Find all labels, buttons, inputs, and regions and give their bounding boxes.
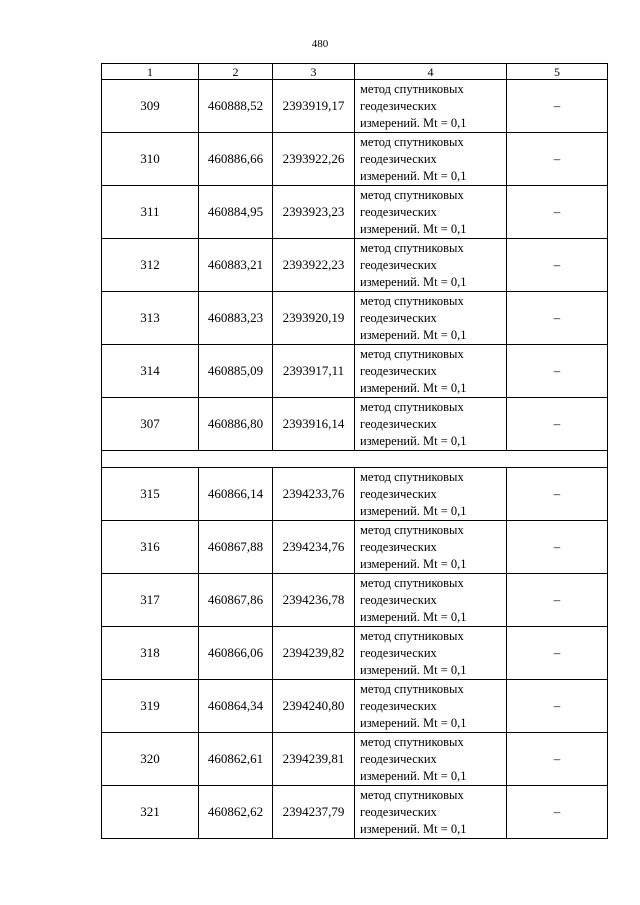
header-row <box>102 64 608 80</box>
x-coordinate-cell: 460883,21 <box>199 239 273 292</box>
y-coordinate-cell: 2394233,76 <box>273 468 355 521</box>
y-coordinate-cell: 2393922,26 <box>273 133 355 186</box>
x-coordinate-cell: 460884,95 <box>199 186 273 239</box>
note-cell: – <box>507 680 608 733</box>
x-coordinate-cell: 460886,66 <box>199 133 273 186</box>
x-coordinate-cell: 460886,80 <box>199 398 273 451</box>
x-coordinate-cell: 460862,62 <box>199 786 273 839</box>
header-cell-3: 3 <box>273 64 355 80</box>
table-row <box>102 292 608 345</box>
point-number-cell: 316 <box>102 521 199 574</box>
method-cell: метод спутниковых геодезических измерений. Mt = 0,1 <box>355 292 507 345</box>
x-coordinate-cell: 460867,88 <box>199 521 273 574</box>
y-coordinate-cell: 2393922,23 <box>273 239 355 292</box>
note-cell: – <box>507 345 608 398</box>
point-number-cell: 311 <box>102 186 199 239</box>
method-cell: метод спутниковых геодезических измерений. Mt = 0,1 <box>355 733 507 786</box>
table-row <box>102 521 608 574</box>
method-cell: метод спутниковых геодезических измерений. Mt = 0,1 <box>355 627 507 680</box>
point-number-cell: 307 <box>102 398 199 451</box>
note-cell: – <box>507 574 608 627</box>
note-cell: – <box>507 733 608 786</box>
table-row <box>102 574 608 627</box>
note-cell: – <box>507 239 608 292</box>
table-row <box>102 733 608 786</box>
y-coordinate-cell: 2394239,81 <box>273 733 355 786</box>
note-cell: – <box>507 186 608 239</box>
y-coordinate-cell: 2394239,82 <box>273 627 355 680</box>
note-cell: – <box>507 133 608 186</box>
header-cell-1: 1 <box>102 64 199 80</box>
coordinates-table-body <box>102 64 608 839</box>
coordinates-table <box>101 63 608 839</box>
table-row <box>102 468 608 521</box>
page-number: 480 <box>311 38 329 50</box>
method-cell: метод спутниковых геодезических измерений. Mt = 0,1 <box>355 398 507 451</box>
method-cell: метод спутниковых геодезических измерений. Mt = 0,1 <box>355 468 507 521</box>
point-number-cell: 320 <box>102 733 199 786</box>
method-cell: метод спутниковых геодезических измерений. Mt = 0,1 <box>355 574 507 627</box>
method-cell: метод спутниковых геодезических измерений. Mt = 0,1 <box>355 186 507 239</box>
y-coordinate-cell: 2393920,19 <box>273 292 355 345</box>
header-cell-5: 5 <box>507 64 608 80</box>
table-row <box>102 239 608 292</box>
y-coordinate-cell: 2394236,78 <box>273 574 355 627</box>
note-cell: – <box>507 521 608 574</box>
x-coordinate-cell: 460867,86 <box>199 574 273 627</box>
method-cell: метод спутниковых геодезических измерений. Mt = 0,1 <box>355 239 507 292</box>
y-coordinate-cell: 2393917,11 <box>273 345 355 398</box>
y-coordinate-cell: 2394240,80 <box>273 680 355 733</box>
point-number-cell: 312 <box>102 239 199 292</box>
note-cell: – <box>507 627 608 680</box>
method-cell: метод спутниковых геодезических измерений. Mt = 0,1 <box>355 133 507 186</box>
header-cell-4: 4 <box>355 64 507 80</box>
point-number-cell: 314 <box>102 345 199 398</box>
method-cell: метод спутниковых геодезических измерений. Mt = 0,1 <box>355 521 507 574</box>
note-cell: – <box>507 398 608 451</box>
y-coordinate-cell: 2393916,14 <box>273 398 355 451</box>
point-number-cell: 315 <box>102 468 199 521</box>
y-coordinate-cell: 2394237,79 <box>273 786 355 839</box>
method-cell: метод спутниковых геодезических измерений. Mt = 0,1 <box>355 786 507 839</box>
group-separator-row <box>102 451 608 468</box>
method-cell: метод спутниковых геодезических измерений. Mt = 0,1 <box>355 345 507 398</box>
point-number-cell: 309 <box>102 80 199 133</box>
note-cell: – <box>507 292 608 345</box>
x-coordinate-cell: 460888,52 <box>199 80 273 133</box>
point-number-cell: 310 <box>102 133 199 186</box>
table-row <box>102 627 608 680</box>
x-coordinate-cell: 460866,14 <box>199 468 273 521</box>
y-coordinate-cell: 2394234,76 <box>273 521 355 574</box>
table-row <box>102 345 608 398</box>
note-cell: – <box>507 80 608 133</box>
y-coordinate-cell: 2393923,23 <box>273 186 355 239</box>
point-number-cell: 317 <box>102 574 199 627</box>
table-row <box>102 133 608 186</box>
table-row <box>102 186 608 239</box>
point-number-cell: 319 <box>102 680 199 733</box>
x-coordinate-cell: 460885,09 <box>199 345 273 398</box>
table-row <box>102 398 608 451</box>
note-cell: – <box>507 786 608 839</box>
x-coordinate-cell: 460883,23 <box>199 292 273 345</box>
table-row <box>102 786 608 839</box>
method-cell: метод спутниковых геодезических измерений. Mt = 0,1 <box>355 680 507 733</box>
group-separator-cell <box>102 451 608 468</box>
x-coordinate-cell: 460864,34 <box>199 680 273 733</box>
table-row <box>102 80 608 133</box>
method-cell: метод спутниковых геодезических измерений. Mt = 0,1 <box>355 80 507 133</box>
point-number-cell: 318 <box>102 627 199 680</box>
header-cell-2: 2 <box>199 64 273 80</box>
table-row <box>102 680 608 733</box>
x-coordinate-cell: 460862,61 <box>199 733 273 786</box>
point-number-cell: 313 <box>102 292 199 345</box>
note-cell: – <box>507 468 608 521</box>
y-coordinate-cell: 2393919,17 <box>273 80 355 133</box>
x-coordinate-cell: 460866,06 <box>199 627 273 680</box>
point-number-cell: 321 <box>102 786 199 839</box>
